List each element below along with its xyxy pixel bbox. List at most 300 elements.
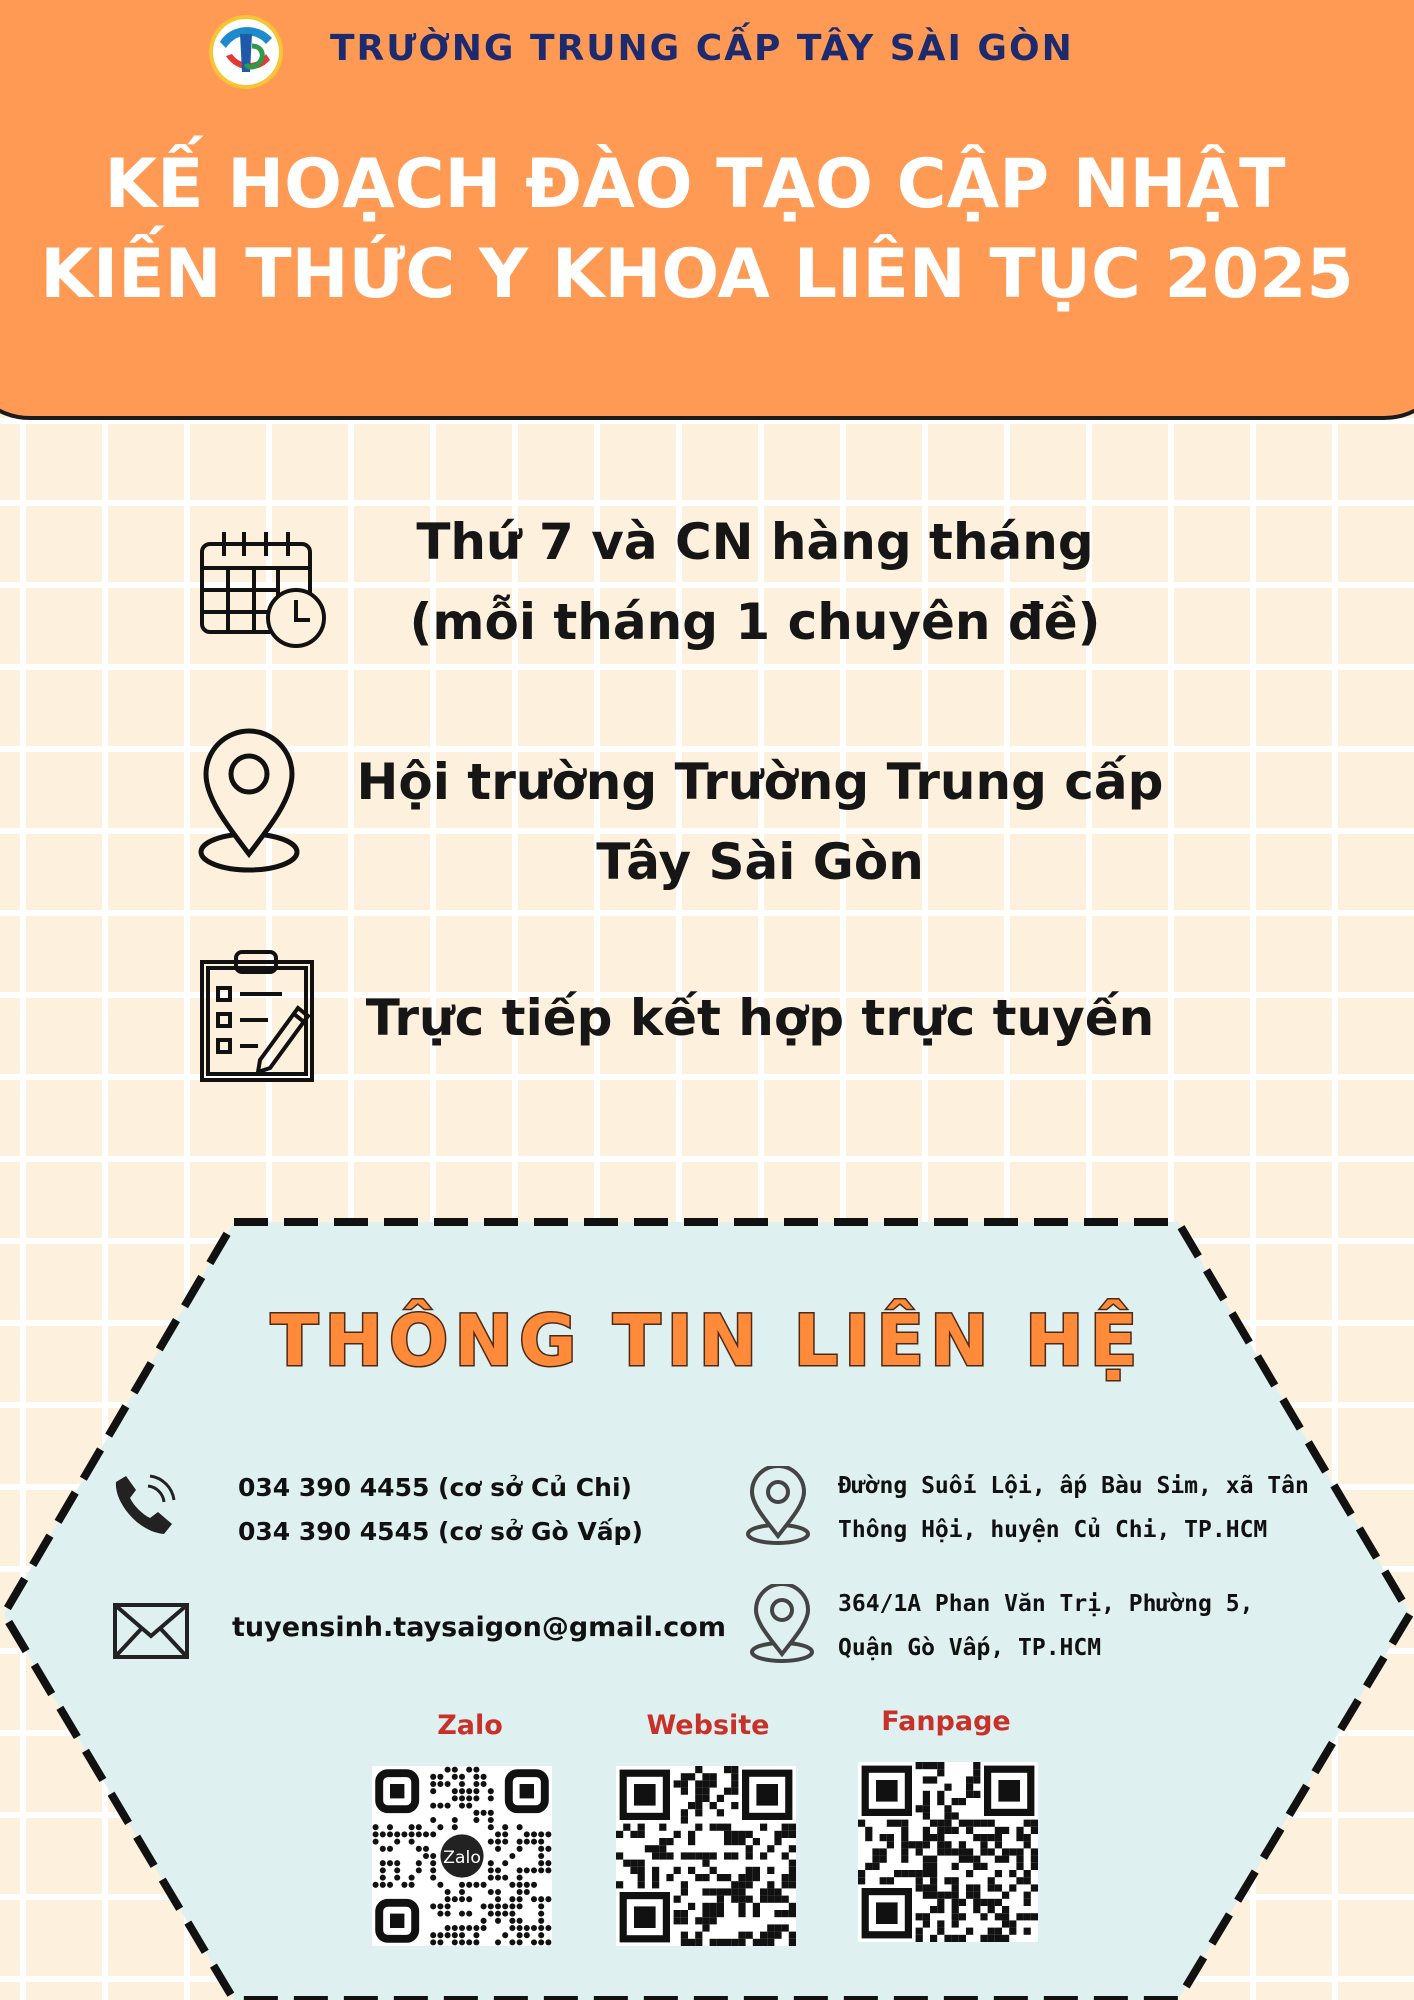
qr-module <box>452 1788 458 1794</box>
qr-module <box>937 1920 944 1927</box>
qr-module <box>995 1827 1002 1834</box>
qr-module <box>952 1913 959 1920</box>
qr-module <box>973 1884 980 1891</box>
qr-module <box>638 1824 645 1831</box>
qr-module <box>937 1928 944 1935</box>
school-name: TRƯỜNG TRUNG CẤP TÂY SÀI GÒN <box>330 28 1074 69</box>
qr-module <box>681 1780 688 1787</box>
qr-module <box>894 1820 901 1827</box>
qr-module <box>488 1824 494 1830</box>
qr-module <box>509 1896 515 1902</box>
qr-module <box>695 1852 702 1859</box>
qr-code-website[interactable] <box>616 1766 796 1946</box>
qr-label-fanpage: Fanpage <box>881 1706 1011 1737</box>
qr-module <box>916 1935 923 1942</box>
qr-module <box>789 1824 796 1831</box>
qr-module <box>717 1888 724 1895</box>
qr-module <box>717 1910 724 1917</box>
qr-module <box>782 1910 789 1917</box>
qr-module <box>973 1820 980 1827</box>
qr-module <box>681 1773 688 1780</box>
qr-module <box>894 1870 901 1877</box>
qr-module <box>437 1781 443 1787</box>
location-line-2: Tây Sài Gòn <box>596 833 924 891</box>
qr-module <box>545 1939 551 1945</box>
qr-module <box>545 1896 551 1902</box>
schedule-line-1: Thứ 7 và CN hàng tháng <box>416 513 1094 571</box>
qr-module <box>901 1841 908 1848</box>
qr-module <box>952 1812 959 1819</box>
qr-module <box>445 1896 451 1902</box>
qr-module <box>409 1882 415 1888</box>
qr-module <box>966 1884 973 1891</box>
qr-module <box>923 1827 930 1834</box>
qr-module <box>767 1888 774 1895</box>
qr-module <box>1031 1856 1038 1863</box>
qr-module <box>481 1882 487 1888</box>
qr-module <box>901 1848 908 1855</box>
qr-module <box>495 1846 501 1852</box>
contact-title: THÔNG TIN LIÊN HỆ <box>270 1300 1144 1382</box>
qr-module <box>445 1781 451 1787</box>
address-go-vap-line-1: 364/1A Phan Văn Trị, Phường 5, <box>838 1591 1254 1617</box>
qr-module <box>952 1892 959 1899</box>
qr-module <box>437 1774 443 1780</box>
qr-module <box>738 1896 745 1903</box>
phone-cu-chi[interactable]: 034 390 4455 (cơ sở Củ Chi) <box>238 1473 632 1502</box>
qr-module <box>445 1903 451 1909</box>
qr-module <box>517 1867 523 1873</box>
qr-module <box>681 1910 688 1917</box>
qr-module <box>872 1848 879 1855</box>
qr-module <box>966 1784 973 1791</box>
qr-module <box>473 1939 479 1945</box>
qr-module <box>746 1845 753 1852</box>
qr-module <box>774 1888 781 1895</box>
qr-module <box>923 1892 930 1899</box>
qr-module <box>988 1899 995 1906</box>
qr-module <box>495 1867 501 1873</box>
qr-module <box>782 1831 789 1838</box>
qr-module <box>488 1810 494 1816</box>
qr-module <box>481 1925 487 1931</box>
qr-module <box>488 1911 494 1917</box>
qr-module <box>495 1896 501 1902</box>
qr-module <box>782 1874 789 1881</box>
qr-module <box>1002 1827 1009 1834</box>
qr-module <box>459 1882 465 1888</box>
qr-module <box>459 1939 465 1945</box>
qr-module <box>731 1831 738 1838</box>
page-title-line-2: KIẾN THỨC Y KHOA LIÊN TỤC 2025 <box>40 235 1354 314</box>
qr-module <box>466 1767 472 1773</box>
qr-module <box>524 1932 530 1938</box>
qr-module <box>616 1852 623 1859</box>
qr-module <box>760 1932 767 1939</box>
qr-module <box>538 1896 544 1902</box>
qr-module <box>394 1875 400 1881</box>
qr-module <box>937 1820 944 1827</box>
qr-module <box>753 1838 760 1845</box>
qr-module <box>782 1852 789 1859</box>
qr-module <box>923 1884 930 1891</box>
qr-module <box>702 1795 709 1802</box>
qr-module <box>952 1884 959 1891</box>
qr-module <box>502 1860 508 1866</box>
qr-module <box>923 1791 930 1798</box>
schedule-line-2: (mỗi tháng 1 chuyên đề) <box>409 593 1101 651</box>
qr-module <box>538 1839 544 1845</box>
qr-module <box>916 1805 923 1812</box>
qr-module <box>973 1899 980 1906</box>
qr-module <box>710 1780 717 1787</box>
qr-module <box>880 1856 887 1863</box>
qr-module <box>430 1788 436 1794</box>
qr-module <box>616 1881 623 1888</box>
qr-module <box>538 1867 544 1873</box>
qr-module <box>445 1803 451 1809</box>
qr-module <box>630 1867 637 1874</box>
page-title-line-1: KẾ HOẠCH ĐÀO TẠO CẬP NHẬT <box>104 145 1286 224</box>
qr-module <box>652 1845 659 1852</box>
qr-module <box>517 1939 523 1945</box>
qr-module <box>865 1827 872 1834</box>
qr-module <box>872 1856 879 1863</box>
qr-module <box>409 1824 415 1830</box>
qr-module <box>423 1846 429 1852</box>
qr-module <box>488 1903 494 1909</box>
qr-module <box>1031 1884 1038 1891</box>
qr-module <box>767 1896 774 1903</box>
qr-module <box>710 1939 717 1946</box>
qr-module <box>452 1824 458 1830</box>
qr-module <box>1009 1884 1016 1891</box>
qr-module <box>531 1839 537 1845</box>
qr-module <box>387 1846 393 1852</box>
qr-module <box>731 1766 738 1773</box>
qr-module <box>717 1809 724 1816</box>
qr-module <box>1016 1863 1023 1870</box>
qr-module <box>1024 1913 1031 1920</box>
qr-module <box>966 1776 973 1783</box>
qr-module <box>695 1809 702 1816</box>
mail-icon <box>112 1602 190 1660</box>
qr-module <box>517 1918 523 1924</box>
location-pin-icon-cu-chi <box>744 1466 812 1546</box>
qr-module <box>937 1798 944 1805</box>
qr-module <box>738 1910 745 1917</box>
qr-module <box>517 1889 523 1895</box>
qr-module <box>916 1870 923 1877</box>
qr-module <box>995 1841 1002 1848</box>
email-address[interactable]: tuyensinh.taysaigon@gmail.com <box>232 1612 726 1643</box>
qr-module <box>944 1877 951 1884</box>
qr-module <box>466 1882 472 1888</box>
qr-code-fanpage[interactable] <box>858 1762 1038 1942</box>
qr-module <box>695 1795 702 1802</box>
qr-module <box>430 1867 436 1873</box>
qr-code-zalo[interactable] <box>372 1766 552 1946</box>
qr-module <box>702 1888 709 1895</box>
qr-module <box>901 1856 908 1863</box>
qr-module <box>980 1841 987 1848</box>
qr-module <box>724 1788 731 1795</box>
qr-module <box>865 1863 872 1870</box>
qr-module <box>674 1917 681 1924</box>
qr-module <box>1009 1920 1016 1927</box>
qr-module <box>524 1831 530 1837</box>
qr-module <box>517 1932 523 1938</box>
qr-module <box>774 1932 781 1939</box>
qr-module <box>674 1831 681 1838</box>
school-logo-icon <box>206 12 286 92</box>
qr-module <box>731 1773 738 1780</box>
qr-module <box>445 1925 451 1931</box>
qr-module <box>616 1831 623 1838</box>
qr-module <box>452 1925 458 1931</box>
qr-module <box>409 1839 415 1845</box>
qr-module <box>702 1910 709 1917</box>
qr-module <box>459 1788 465 1794</box>
qr-module <box>916 1841 923 1848</box>
qr-module <box>995 1935 1002 1942</box>
qr-module <box>789 1831 796 1838</box>
qr-module <box>753 1910 760 1917</box>
qr-module <box>538 1932 544 1938</box>
qr-module <box>937 1791 944 1798</box>
location-pin-icon <box>196 728 302 876</box>
qr-module <box>380 1867 386 1873</box>
qr-module <box>473 1781 479 1787</box>
qr-module <box>638 1874 645 1881</box>
qr-module <box>1024 1928 1031 1935</box>
qr-module <box>988 1935 995 1942</box>
qr-module <box>538 1903 544 1909</box>
qr-module <box>937 1892 944 1899</box>
qr-module <box>988 1834 995 1841</box>
qr-module <box>738 1881 745 1888</box>
qr-module <box>674 1910 681 1917</box>
qr-module <box>495 1939 501 1945</box>
qr-module <box>710 1852 717 1859</box>
qr-module <box>724 1838 731 1845</box>
qr-module <box>973 1762 980 1769</box>
qr-module <box>746 1932 753 1939</box>
qr-module <box>473 1932 479 1938</box>
qr-module <box>738 1932 745 1939</box>
qr-module <box>452 1932 458 1938</box>
qr-module <box>980 1899 987 1906</box>
qr-module <box>1002 1913 1009 1920</box>
qr-module <box>688 1773 695 1780</box>
qr-module <box>1002 1920 1009 1927</box>
calendar-clock-icon <box>198 528 330 650</box>
qr-module <box>695 1932 702 1939</box>
qr-module <box>452 1774 458 1780</box>
qr-module <box>944 1820 951 1827</box>
qr-module <box>724 1888 731 1895</box>
qr-module <box>966 1856 973 1863</box>
qr-module <box>394 1860 400 1866</box>
qr-module <box>652 1874 659 1881</box>
qr-module <box>459 1896 465 1902</box>
qr-module <box>517 1882 523 1888</box>
qr-module <box>674 1780 681 1787</box>
qr-module <box>466 1788 472 1794</box>
qr-module <box>452 1817 458 1823</box>
qr-module <box>731 1780 738 1787</box>
qr-module <box>738 1903 745 1910</box>
qr-module <box>545 1867 551 1873</box>
qr-module <box>952 1848 959 1855</box>
qr-module <box>481 1774 487 1780</box>
qr-module <box>545 1860 551 1866</box>
qr-module <box>937 1827 944 1834</box>
qr-module <box>531 1831 537 1837</box>
qr-module <box>995 1913 1002 1920</box>
qr-module <box>937 1769 944 1776</box>
qr-module <box>930 1863 937 1870</box>
qr-module <box>702 1903 709 1910</box>
qr-module <box>980 1913 987 1920</box>
qr-module <box>502 1875 508 1881</box>
qr-module <box>423 1831 429 1837</box>
qr-module <box>430 1817 436 1823</box>
qr-module <box>401 1882 407 1888</box>
qr-module <box>767 1932 774 1939</box>
qr-module <box>923 1920 930 1927</box>
qr-module <box>509 1882 515 1888</box>
qr-module <box>858 1877 865 1884</box>
qr-module <box>753 1867 760 1874</box>
qr-module <box>524 1925 530 1931</box>
phone-go-vap[interactable]: 034 390 4545 (cơ sở Gò Vấp) <box>238 1517 643 1546</box>
qr-module <box>538 1925 544 1931</box>
qr-module <box>789 1932 796 1939</box>
qr-module <box>373 1831 379 1837</box>
qr-module <box>538 1918 544 1924</box>
qr-module <box>731 1881 738 1888</box>
qr-module <box>738 1888 745 1895</box>
qr-label-zalo: Zalo <box>437 1710 503 1741</box>
qr-module <box>973 1791 980 1798</box>
qr-module <box>652 1852 659 1859</box>
qr-module <box>980 1834 987 1841</box>
qr-module <box>923 1870 930 1877</box>
qr-module <box>782 1824 789 1831</box>
qr-module <box>944 1827 951 1834</box>
qr-module <box>459 1795 465 1801</box>
qr-module <box>695 1766 702 1773</box>
qr-module <box>966 1848 973 1855</box>
qr-module <box>746 1896 753 1903</box>
qr-module <box>373 1882 379 1888</box>
qr-module <box>789 1881 796 1888</box>
qr-module <box>430 1939 436 1945</box>
qr-module <box>538 1831 544 1837</box>
qr-module <box>973 1769 980 1776</box>
qr-module <box>944 1892 951 1899</box>
qr-module <box>923 1841 930 1848</box>
qr-module <box>409 1831 415 1837</box>
qr-module <box>502 1932 508 1938</box>
qr-module <box>538 1846 544 1852</box>
clipboard-checklist-icon <box>198 948 318 1084</box>
qr-module <box>373 1824 379 1830</box>
qr-module <box>952 1827 959 1834</box>
qr-module <box>1002 1892 1009 1899</box>
qr-module <box>959 1820 966 1827</box>
qr-module <box>695 1824 702 1831</box>
qr-module <box>688 1867 695 1874</box>
qr-module <box>452 1939 458 1945</box>
qr-module <box>509 1939 515 1945</box>
qr-module <box>517 1896 523 1902</box>
qr-module <box>538 1853 544 1859</box>
qr-module <box>995 1884 1002 1891</box>
qr-module <box>430 1781 436 1787</box>
qr-module <box>466 1925 472 1931</box>
qr-module <box>509 1918 515 1924</box>
qr-module <box>630 1860 637 1867</box>
qr-module <box>387 1824 393 1830</box>
qr-module <box>430 1903 436 1909</box>
qr-module <box>502 1903 508 1909</box>
qr-module <box>452 1896 458 1902</box>
qr-module <box>887 1841 894 1848</box>
qr-module <box>681 1917 688 1924</box>
qr-module <box>966 1928 973 1935</box>
qr-module <box>724 1939 731 1946</box>
qr-module <box>937 1906 944 1913</box>
qr-module <box>753 1903 760 1910</box>
qr-module <box>973 1834 980 1841</box>
qr-module <box>973 1776 980 1783</box>
location-pin-icon-go-vap <box>748 1584 816 1664</box>
qr-module <box>944 1935 951 1942</box>
address-go-vap-line-2: Quận Gò Vấp, TP.HCM <box>838 1635 1102 1661</box>
qr-module <box>416 1831 422 1837</box>
qr-module <box>445 1889 451 1895</box>
qr-module <box>1002 1906 1009 1913</box>
qr-module <box>437 1939 443 1945</box>
qr-module <box>789 1867 796 1874</box>
qr-module <box>858 1870 865 1877</box>
qr-module <box>952 1906 959 1913</box>
qr-module <box>1016 1877 1023 1884</box>
qr-module <box>717 1896 724 1903</box>
qr-module <box>459 1932 465 1938</box>
qr-module <box>760 1896 767 1903</box>
qr-module <box>380 1882 386 1888</box>
qr-module <box>630 1831 637 1838</box>
qr-module <box>1031 1820 1038 1827</box>
qr-module <box>1024 1892 1031 1899</box>
qr-module <box>545 1831 551 1837</box>
qr-module <box>495 1839 501 1845</box>
qr-module <box>988 1848 995 1855</box>
qr-module <box>473 1795 479 1801</box>
qr-module <box>731 1939 738 1946</box>
qr-module <box>901 1834 908 1841</box>
qr-module <box>437 1911 443 1917</box>
qr-module <box>488 1860 494 1866</box>
qr-module <box>445 1911 451 1917</box>
qr-module <box>724 1766 731 1773</box>
qr-module <box>988 1884 995 1891</box>
qr-module <box>659 1838 666 1845</box>
qr-module <box>908 1870 915 1877</box>
